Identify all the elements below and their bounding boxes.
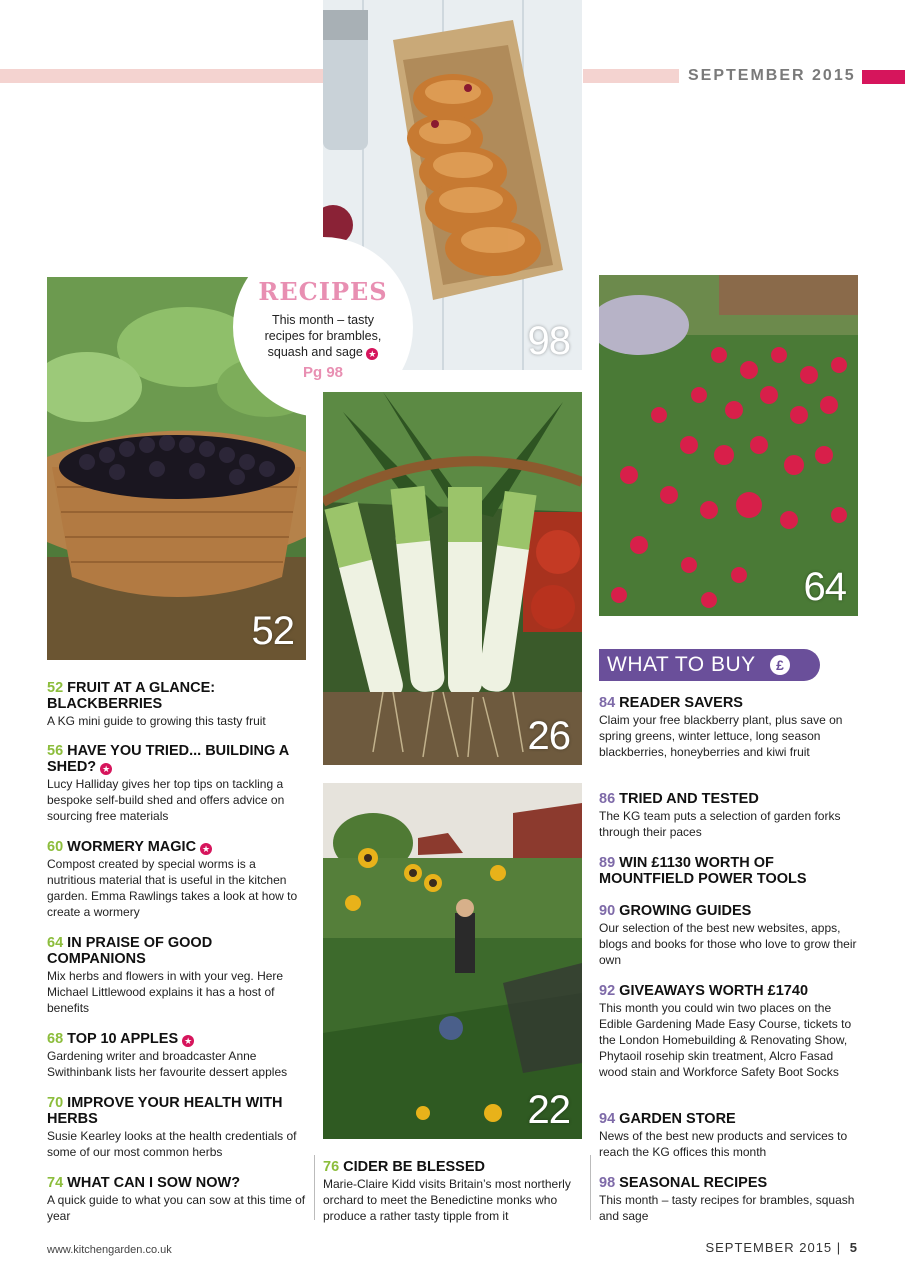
photo-flowers [599, 275, 858, 616]
recipes-page: Pg 98 [302, 364, 344, 381]
page-number: 68 [47, 1031, 64, 1047]
entry-title: FRUIT AT A GLANCE: BLACKBERRIES [47, 680, 216, 712]
contents-entry[interactable] [47, 1175, 307, 1224]
page-number: 94 [599, 1111, 616, 1127]
footer-folio: SEPTEMBER 2015 | 5 [705, 1240, 858, 1255]
footer-issue: SEPTEMBER 2015 [705, 1240, 833, 1255]
page-number: 92 [599, 983, 616, 999]
entry-desc: This month you could win two places on the Edible Gardening Made Easy Course, tickets to the London Homebuilding & Renovating Show, Phytaoil rosehip skin treatment, Alcro Fasad wood stain and Workforce Safety Boot Socks [599, 1001, 852, 1079]
page-number: 90 [599, 903, 616, 919]
entry-desc: A KG mini guide to growing this tasty fruit [47, 714, 266, 728]
header-band-right [583, 69, 679, 83]
star-icon: ★ [202, 844, 211, 854]
entry-title: CIDER BE BLESSED [343, 1159, 485, 1175]
entry-title: WHAT CAN I SOW NOW? [67, 1175, 241, 1191]
contents-entry[interactable] [599, 1111, 859, 1160]
contents-entry[interactable] [599, 695, 859, 760]
star-icon: ★ [368, 349, 377, 359]
contents-entry[interactable] [599, 1175, 859, 1224]
entry-title: SEASONAL RECIPES [619, 1175, 768, 1191]
contents-entry[interactable] [47, 935, 307, 1016]
entry-title: GIVEAWAYS WORTH £1740 [619, 983, 809, 999]
contents-entry[interactable] [599, 903, 859, 968]
page-number: 64 [47, 935, 64, 951]
contents-entry[interactable] [599, 791, 859, 840]
entry-title: IMPROVE YOUR HEALTH WITH HERBS [47, 1095, 283, 1127]
entry-desc: Susie Kearley looks at the health credentials of some of our most common herbs [47, 1129, 297, 1159]
contents-entry[interactable] [47, 839, 307, 920]
recipes-callout[interactable] [233, 237, 413, 417]
page-number: 89 [599, 855, 616, 871]
page-number: 56 [47, 743, 64, 759]
entry-desc: A quick guide to what you can sow at this time of year [47, 1193, 306, 1223]
footer-url[interactable]: www.kitchengarden.co.uk [47, 1244, 172, 1256]
entry-desc: Gardening writer and broadcaster Anne Swithinbank lists her favourite dessert apples [47, 1049, 288, 1079]
what-to-buy-header [599, 649, 820, 681]
contents-entry[interactable] [47, 1095, 307, 1160]
header-accent-bar [862, 70, 905, 84]
photo-page-number: 22 [527, 1088, 570, 1132]
photo-leeks [323, 392, 582, 765]
contents-entry[interactable] [323, 1159, 585, 1224]
page-number: 70 [47, 1095, 64, 1111]
entry-title: TOP 10 APPLES [67, 1031, 179, 1047]
contents-entry[interactable] [47, 1031, 307, 1080]
entry-desc: The KG team puts a selection of garden forks through their paces [599, 809, 841, 839]
page-number: 74 [47, 1175, 64, 1191]
photo-page-number: 98 [527, 319, 570, 363]
entry-title: GROWING GUIDES [619, 903, 752, 919]
entry-title: HAVE YOU TRIED... BUILDING A SHED? [47, 743, 289, 775]
photo-page-number: 26 [527, 714, 570, 758]
entry-title: IN PRAISE OF GOOD COMPANIONS [47, 935, 213, 967]
star-icon: ★ [184, 1036, 193, 1046]
entry-desc: Lucy Halliday gives her top tips on tackling a bespoke self-build shed and offers advice on sourcing free materials [47, 777, 285, 823]
page-number: 76 [323, 1159, 340, 1175]
recipes-desc: This month – tasty recipes for brambles, squash and sage ★ [264, 313, 382, 359]
contents-entry[interactable] [47, 743, 307, 824]
star-icon: ★ [102, 764, 111, 774]
entry-desc: Claim your free blackberry plant, plus save on spring greens, winter lettuce, long season blackberries, honeyberries and kiwi fruit [599, 713, 843, 759]
entry-desc: Compost created by special worms is a nutritious material that is useful in the kitchen garden. Emma Rawlings takes a look at how to create a wormery [47, 857, 298, 919]
entry-desc: Our selection of the best new websites, apps, blogs and books for those who love to grow their own [599, 921, 857, 967]
page-number: 60 [47, 839, 64, 855]
contents-entry[interactable] [47, 680, 307, 729]
pound-icon: £ [770, 655, 790, 675]
page-number: 98 [599, 1175, 616, 1191]
entry-title: WIN £1130 WORTH OF MOUNTFIELD POWER TOOLS [599, 855, 807, 887]
issue-date: SEPTEMBER 2015 [688, 67, 856, 84]
entry-desc: News of the best new products and services to reach the KG offices this month [599, 1129, 848, 1159]
entry-title: GARDEN STORE [619, 1111, 736, 1127]
page-number: 84 [599, 695, 616, 711]
column-divider [590, 1155, 591, 1220]
entry-desc: This month – tasty recipes for brambles, squash and sage [599, 1193, 855, 1223]
entry-title: READER SAVERS [619, 695, 743, 711]
photo-allotment [323, 783, 582, 1139]
entry-desc: Marie-Claire Kidd visits Britain’s most northerly orchard to meet the Benedictine monks who produce a rather tasty tipple from it [323, 1177, 571, 1223]
page-number: 86 [599, 791, 616, 807]
recipes-title: RECIPES [258, 277, 388, 306]
entry-title: TRIED AND TESTED [619, 791, 759, 807]
entry-desc: Mix herbs and flowers in with your veg. Here Michael Littlewood explains it has a host of benefits [47, 969, 284, 1015]
photo-page-number: 52 [251, 609, 294, 653]
footer-page-number: 5 [849, 1240, 858, 1255]
contents-entry[interactable] [599, 855, 859, 887]
entry-title: WORMERY MAGIC [67, 839, 197, 855]
header-band-left [0, 69, 323, 83]
photo-page-number: 64 [803, 565, 846, 609]
column-divider [314, 1155, 315, 1220]
what-to-buy-title: WHAT TO BUY [607, 653, 756, 676]
page-number: 52 [47, 680, 64, 696]
contents-entry[interactable] [599, 983, 859, 1080]
